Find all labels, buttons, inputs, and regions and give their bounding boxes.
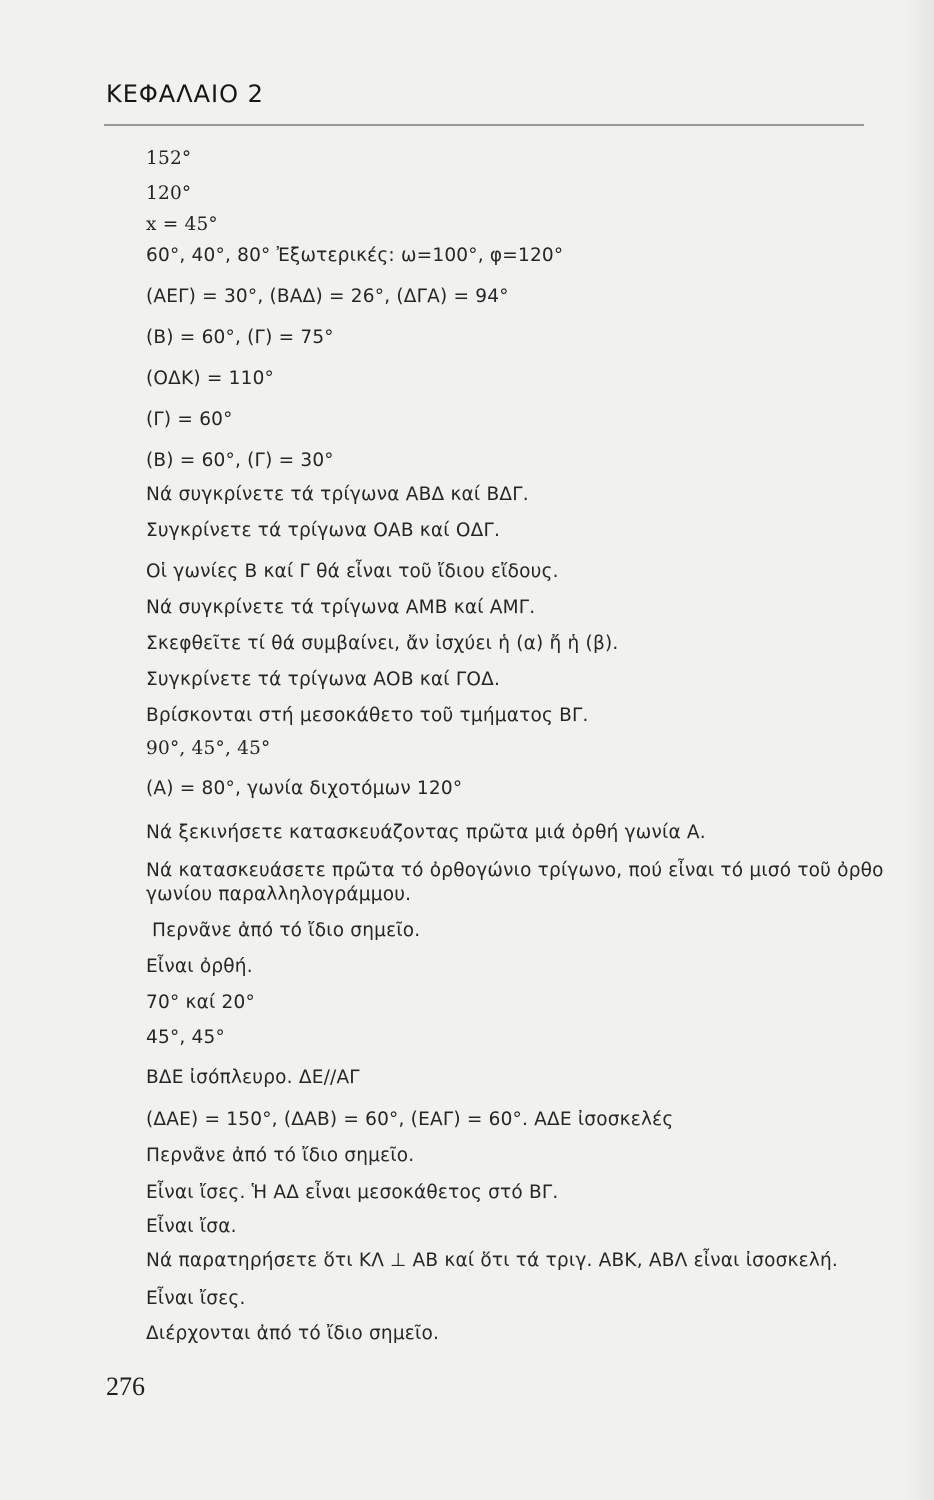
answer-text: 70° καί 20° xyxy=(146,991,255,1013)
answer-text: (ΟΔΚ) = 110° xyxy=(146,367,275,389)
header-rule xyxy=(104,124,864,126)
chapter-title: ΚΕΦΑΛΑΙΟ 2 xyxy=(106,80,264,108)
answer-text: Εἶναι ἴσες. Ἡ ΑΔ εἶναι μεσοκάθετος στό ΒΓ. xyxy=(146,1181,559,1203)
answer-text: Νά συγκρίνετε τά τρίγωνα ΑΜΒ καί ΑΜΓ. xyxy=(146,596,536,618)
answer-text: 120° xyxy=(146,182,192,204)
answer-text: Εἶναι ἴσες. xyxy=(146,1287,246,1309)
answer-text: Νά παρατηρήσετε ὅτι ΚΛ ⊥ ΑΒ καί ὅτι τά τριγ. ΑΒΚ, ΑΒΛ εἶναι ἰσοσκελή. xyxy=(146,1249,838,1271)
answer-text: 60°, 40°, 80° Ἐξωτερικές: ω=100°, φ=120° xyxy=(146,244,564,266)
answer-text: Νά ξεκινήσετε κατασκευάζοντας πρῶτα μιά ὀρθή γωνία Α. xyxy=(146,821,706,843)
answer-text: (ΑΕΓ) = 30°, (ΒΑΔ) = 26°, (ΔΓΑ) = 94° xyxy=(146,285,509,307)
answer-text: Νά συγκρίνετε τά τρίγωνα ΑΒΔ καί ΒΔΓ. xyxy=(146,483,529,505)
answer-text: Συγκρίνετε τά τρίγωνα ΑΟΒ καί ΓΟΔ. xyxy=(146,668,501,690)
answer-text: ΒΔΕ ἰσόπλευρο. ΔΕ//ΑΓ xyxy=(146,1066,360,1088)
answer-text: 45°, 45° xyxy=(146,1026,225,1048)
answer-text: Νά κατασκευάσετε πρῶτα τό ὀρθογώνιο τρίγωνο, πού εἶναι τό μισό τοῦ ὀρθο xyxy=(146,859,884,881)
answer-text: Οἱ γωνίες Β καί Γ θά εἶναι τοῦ ἴδιου εἴδους. xyxy=(146,560,559,582)
answer-text: 152° xyxy=(146,147,192,169)
answer-text: (Β) = 60°, (Γ) = 30° xyxy=(146,449,334,471)
page-edge-shadow xyxy=(904,0,934,1500)
answer-text: Βρίσκονται στή μεσοκάθετο τοῦ τμήματος ΒΓ. xyxy=(146,704,589,726)
answer-text: Εἶναι ὀρθή. xyxy=(146,955,253,977)
answer-text: (ΔΑΕ) = 150°, (ΔΑΒ) = 60°, (ΕΑΓ) = 60°. ΑΔΕ ἰσοσκελές xyxy=(146,1108,674,1130)
answer-text: Εἶναι ἴσα. xyxy=(146,1215,237,1237)
answer-text: Συγκρίνετε τά τρίγωνα ΟΑΒ καί ΟΔΓ. xyxy=(146,519,501,541)
answer-text: (Α) = 80°, γωνία διχοτόμων 120° xyxy=(146,777,463,799)
answer-text: Σκεφθεῖτε τί θά συμβαίνει, ἄν ἰσχύει ἡ (α) ἤ ἡ (β). xyxy=(146,632,619,654)
answer-text: (Β) = 60°, (Γ) = 75° xyxy=(146,326,334,348)
answer-text: Διέρχονται ἀπό τό ἴδιο σημεῖο. xyxy=(146,1322,440,1344)
answer-text: (Γ) = 60° xyxy=(146,408,233,430)
answer-text-continuation: γωνίου παραλληλογράμμου. xyxy=(146,883,412,905)
answer-text: 90°, 45°, 45° xyxy=(146,737,271,759)
page-number: 276 xyxy=(106,1372,145,1401)
answer-text: x = 45° xyxy=(146,213,218,235)
answer-text: Περνᾶνε ἀπό τό ἴδιο σημεῖο. xyxy=(152,919,421,941)
answer-text: Περνᾶνε ἀπό τό ἴδιο σημεῖο. xyxy=(146,1144,415,1166)
